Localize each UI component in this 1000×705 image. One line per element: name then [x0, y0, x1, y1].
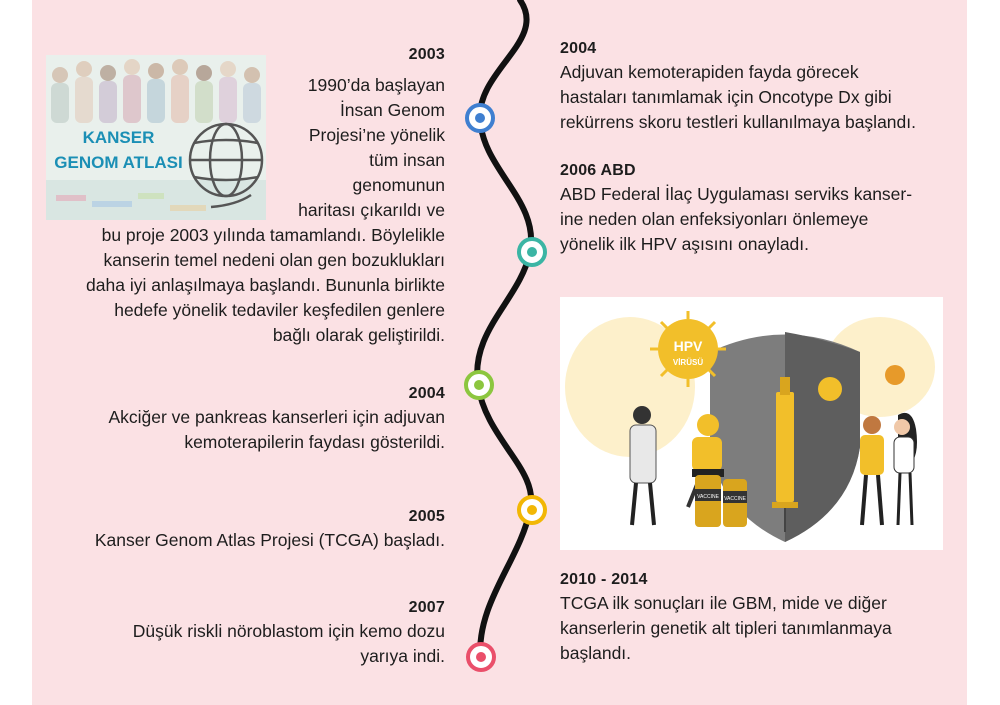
entry-line: Projesi’ne yönelik	[308, 125, 445, 145]
entry-year: 2006 ABD	[560, 162, 636, 179]
timeline-marker-2007	[468, 644, 494, 670]
hpv-badge-subtitle: VİRÜSÜ	[672, 358, 704, 367]
timeline-marker-2006	[519, 239, 545, 265]
entry-line: tüm insan	[369, 150, 445, 170]
entry-year: 2004	[560, 40, 597, 57]
timeline-entry-2004-right	[560, 38, 960, 135]
timeline-entry-2006	[560, 160, 960, 257]
timeline-entry-2004-left	[48, 383, 445, 455]
entry-line: genomunun	[352, 175, 445, 195]
entry-line: hedefe yönelik tedaviler keşfedilen genlere	[114, 300, 445, 320]
entry-line: kanserlerin genetik alt tipleri tanımlanmaya	[560, 618, 892, 638]
entry-line: Akciğer ve pankreas kanserleri için adjuvan	[108, 407, 445, 427]
entry-line: rekürrens skoru testleri kullanılmaya başlandı.	[560, 112, 916, 132]
entry-line: İnsan Genom	[339, 100, 445, 120]
entry-year: 2005	[408, 508, 445, 525]
entry-line: haritası çıkarıldı ve	[298, 200, 445, 220]
timeline-marker-2003	[467, 105, 493, 131]
entry-line: kanserin temel nedeni olan gen bozuklukları	[103, 250, 445, 270]
timeline-entry-2010-2014	[560, 569, 960, 666]
timeline-entry-2003-body	[48, 73, 445, 348]
entry-line: TCGA ilk sonuçları ile GBM, mide ve diğer	[560, 593, 887, 613]
hpv-vaccine-image	[560, 297, 943, 550]
entry-year: 2004	[408, 385, 445, 402]
entry-line: 1990’da başlayan	[307, 75, 445, 95]
entry-line: hastaları tanımlamak için Oncotype Dx gibi	[560, 87, 892, 107]
entry-line: Düşük riskli nöroblastom için kemo dozu	[132, 621, 445, 641]
vial-label: VACCINE	[724, 496, 746, 502]
entry-line: bu proje 2003 yılında tamamlandı. Böylelikle	[101, 225, 445, 245]
entry-line: bağlı olarak geliştirildi.	[272, 325, 445, 345]
entry-line: ABD Federal İlaç Uygulaması serviks kanser-	[560, 184, 913, 204]
entry-year: 2007	[408, 599, 445, 616]
entry-line: yarıya indi.	[360, 646, 445, 666]
vaccine-vials	[695, 475, 747, 527]
hpv-virus-badge	[650, 311, 726, 387]
entry-year: 2003	[408, 46, 445, 63]
entry-line: daha iyi anlaşılmaya başlandı. Bununla birlikte	[86, 275, 445, 295]
timeline-entry-2007	[48, 597, 445, 669]
genome-caption-line: GENOM ATLASI	[54, 153, 183, 172]
genome-caption-line: KANSER	[82, 128, 155, 147]
timeline-marker-2005	[519, 497, 545, 523]
entry-year: 2010 - 2014	[560, 571, 648, 588]
entry-line: başlandı.	[560, 643, 632, 663]
entry-line: kemoterapilerin faydası gösterildi.	[184, 432, 445, 452]
timeline-marker-2004	[466, 372, 492, 398]
entry-line: Kanser Genom Atlas Projesi (TCGA) başladı.	[94, 530, 445, 550]
entry-line: Adjuvan kemoterapiden fayda görecek	[560, 62, 859, 82]
vial-label: VACCINE	[697, 494, 719, 500]
timeline-entry-2003-left	[240, 44, 445, 66]
hpv-vaccine-illustration	[560, 297, 943, 550]
entry-line: ine neden olan enfeksiyonları önlemeye	[560, 209, 869, 229]
timeline-entry-2005	[48, 506, 445, 553]
entry-line: yönelik ilk HPV aşısını onayladı.	[560, 234, 810, 254]
hpv-badge-title: HPV	[673, 338, 703, 354]
